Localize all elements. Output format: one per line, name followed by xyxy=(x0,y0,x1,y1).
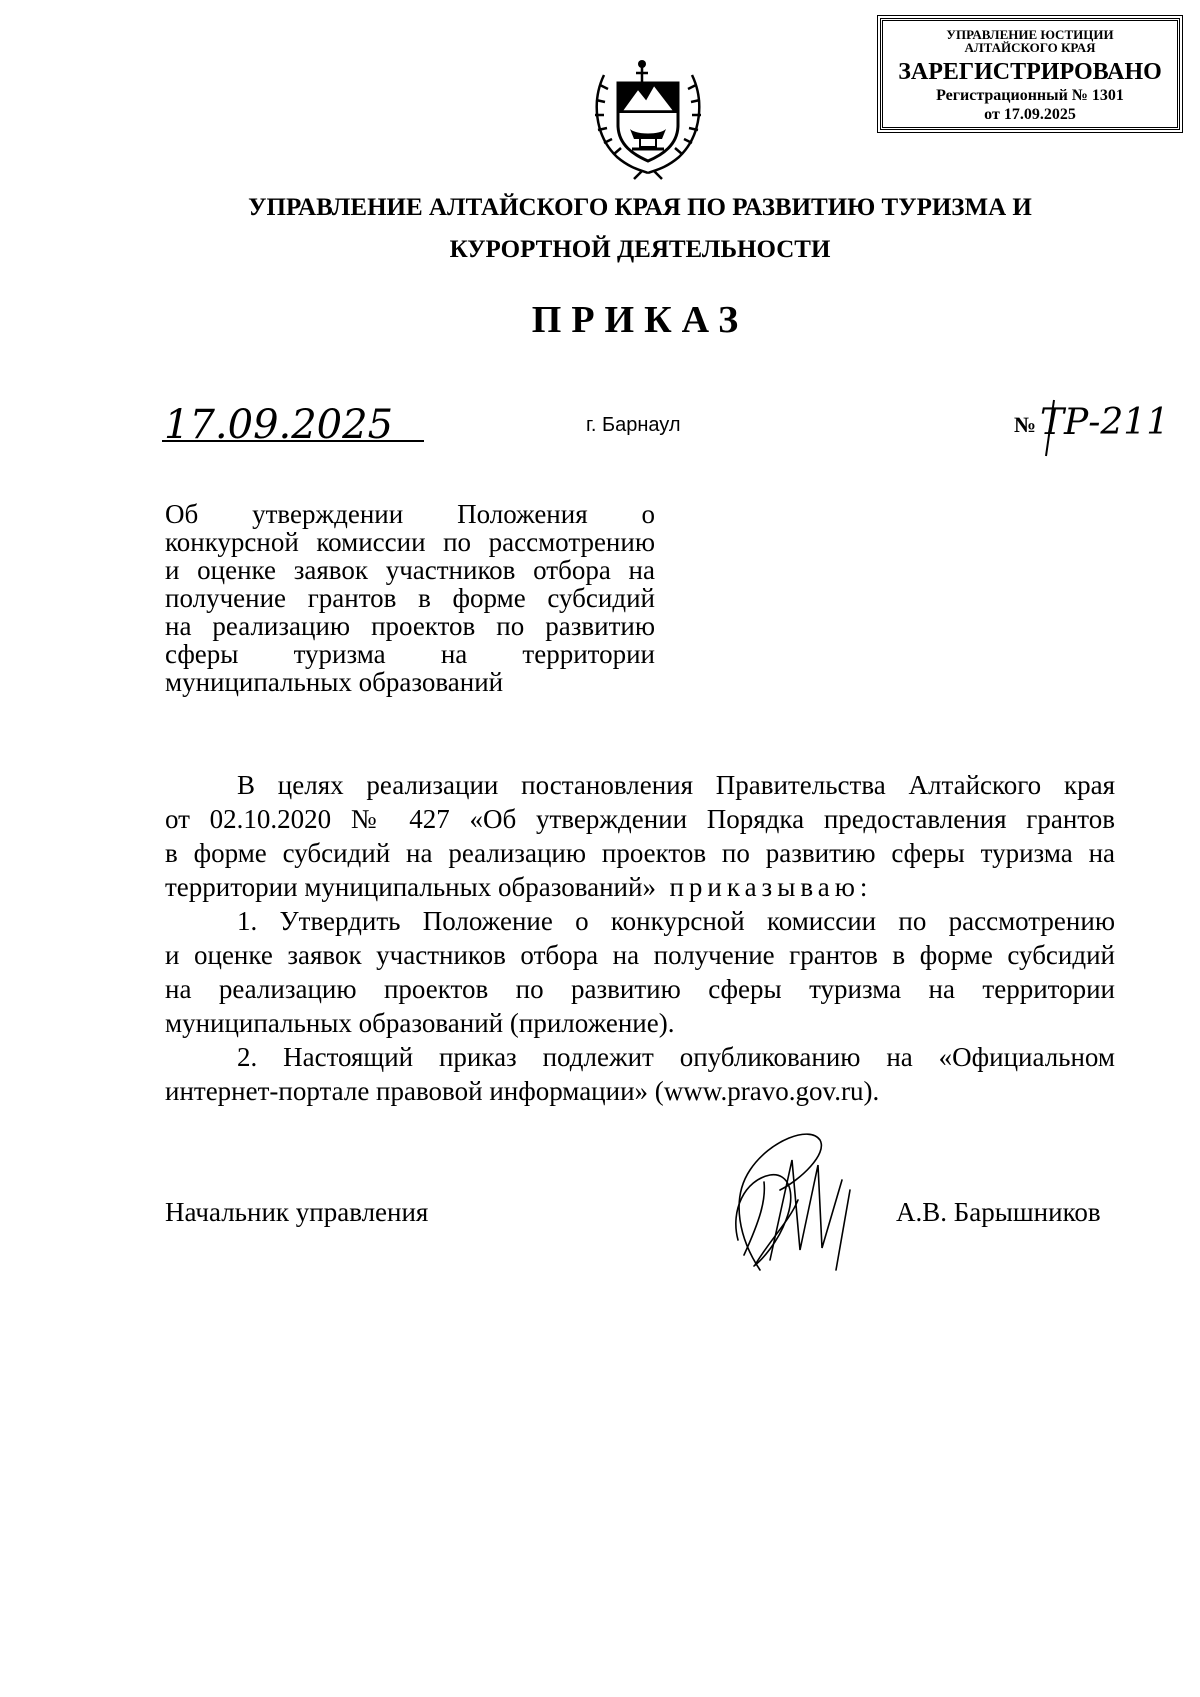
body-line xyxy=(165,870,1115,904)
item-2-paragraph xyxy=(165,1040,1115,1108)
body-line: и оценке заявок участников отбора на получение грантов в форме субсидий xyxy=(165,940,1115,970)
handwritten-order-number xyxy=(1040,392,1170,462)
body-line: интернет-портале правовой информации» (www.pravo.gov.ru). xyxy=(165,1076,880,1106)
body-line: 1. Утвердить Положение о конкурсной комиссии по рассмотрению xyxy=(237,906,1115,936)
stamp-reg-number: Регистрационный № 1301 xyxy=(936,87,1124,104)
org-name-line-1: УПРАВЛЕНИЕ АЛТАЙСКОГО КРАЯ ПО РАЗВИТИЮ ТУРИЗМА И xyxy=(248,194,1032,221)
body-line-text: территории муниципальных образований» xyxy=(165,872,656,902)
altai-krai-coat-of-arms-icon xyxy=(582,55,714,180)
document-type-title: ПРИКАЗ xyxy=(531,299,749,341)
body-line: муниципальных образований (приложение). xyxy=(165,1008,675,1038)
subject-line: и оценке заявок участников отбора на xyxy=(165,555,655,585)
command-word: приказываю: xyxy=(669,872,873,902)
org-name-line-2: КУРОРТНОЙ ДЕЯТЕЛЬНОСТИ xyxy=(449,236,831,263)
subject-line: муниципальных образований xyxy=(165,667,504,697)
svg-text:17.09.2025: 17.09.2025 xyxy=(164,402,394,448)
order-body xyxy=(165,768,1115,1108)
subject-line: Об утверждении Положения о xyxy=(165,499,655,529)
body-line: от 02.10.2020 № 427 «Об утверждении Порядка предоставления грантов xyxy=(165,804,1115,834)
body-line: В целях реализации постановления Правительства Алтайского края xyxy=(237,770,1115,800)
order-subject xyxy=(165,500,655,696)
subject-line: получение грантов в форме субсидий xyxy=(165,583,655,613)
body-line: на реализацию проектов по развитию сферы туризма на территории xyxy=(165,974,1115,1004)
svg-text:ТР-211: ТР-211 xyxy=(1040,402,1170,443)
stamp-line-1: УПРАВЛЕНИЕ ЮСТИЦИИ xyxy=(946,27,1114,42)
body-line: в форме субсидий на реализацию проектов по развитию сферы туризма на xyxy=(165,838,1115,868)
handwritten-signature xyxy=(700,1120,870,1280)
date-underline xyxy=(162,440,424,442)
order-number-label: № xyxy=(1014,412,1037,437)
signatory-name: А.В. Барышников xyxy=(896,1197,1101,1227)
registration-stamp xyxy=(880,18,1180,130)
subject-line: на реализацию проектов по развитию xyxy=(165,611,655,641)
body-line: 2. Настоящий приказ подлежит опубликованию на «Официальном xyxy=(237,1042,1115,1072)
stamp-line-2: АЛТАЙСКОГО КРАЯ xyxy=(964,40,1096,55)
item-1-paragraph xyxy=(165,904,1115,1040)
subject-line: сферы туризма на территории xyxy=(165,639,655,669)
city: г. Барнаул xyxy=(586,414,681,436)
stamp-status: ЗАРЕГИСТРИРОВАНО xyxy=(898,59,1162,85)
subject-line: конкурсной комиссии по рассмотрению xyxy=(165,527,655,557)
preamble-paragraph xyxy=(165,768,1115,904)
signatory-role: Начальник управления xyxy=(165,1197,429,1227)
stamp-reg-date: от 17.09.2025 xyxy=(984,106,1076,123)
